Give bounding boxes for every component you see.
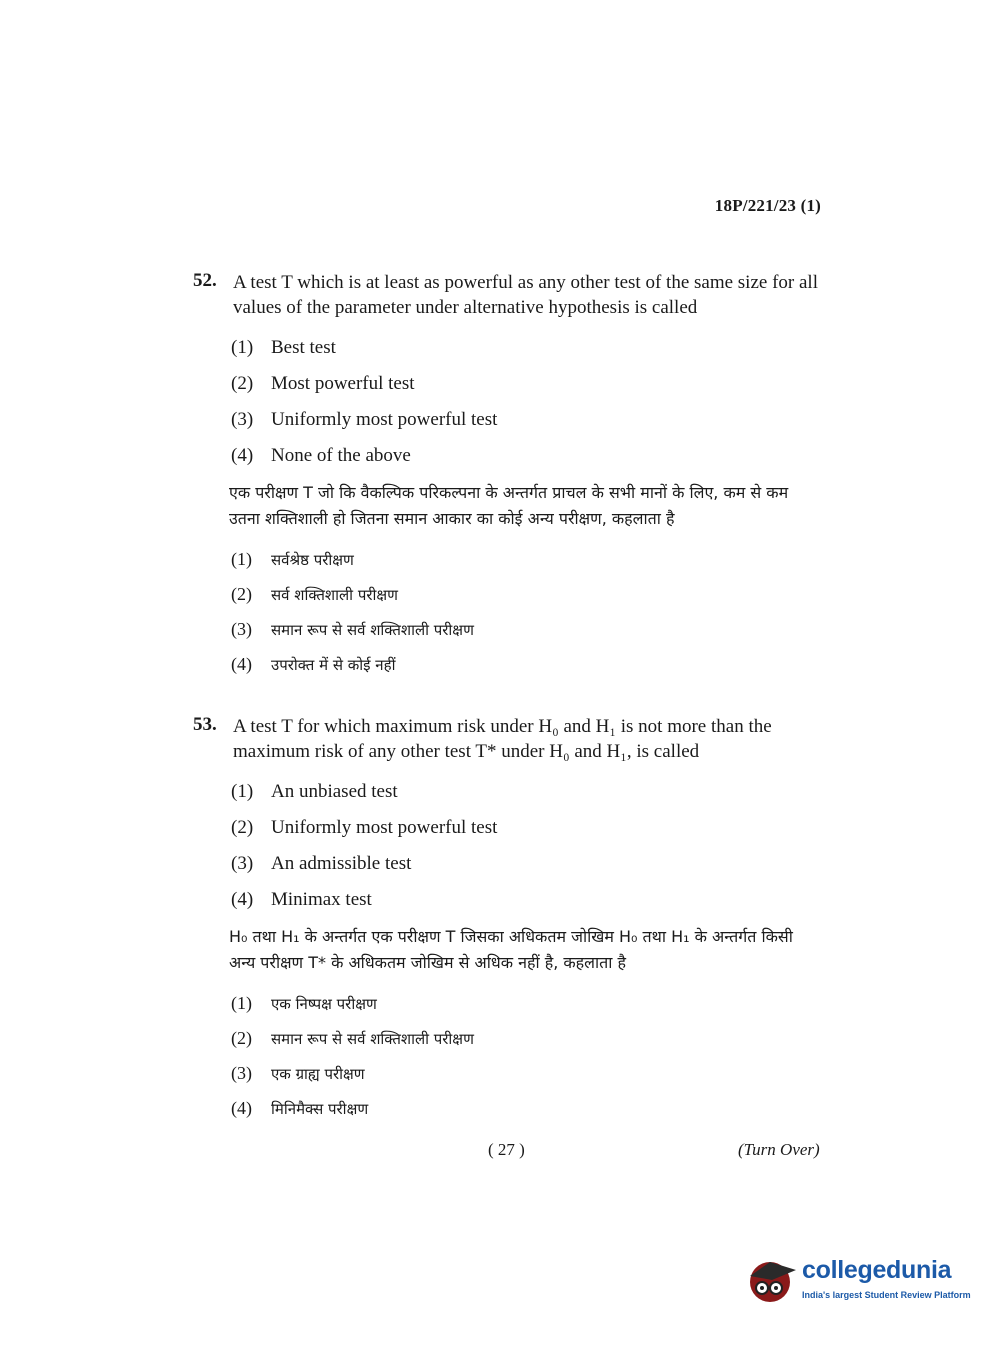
page-number: ( 27 )	[488, 1140, 525, 1159]
question-text-hi: एक परीक्षण T जो कि वैकल्पिक परिकल्पना के अन्तर्गत प्राचल के सभी मानों के लिए, कम से कम उतना शक्तिशाली हो जितना समान आकार का कोई अन्य परीक्षण, कहलाता है	[229, 483, 789, 528]
option: (1) An unbiased test	[231, 781, 398, 802]
option: (1) सर्वश्रेष्ठ परीक्षण	[231, 549, 354, 569]
option: (4) None of the above	[231, 445, 411, 466]
turn-over-label: (Turn Over)	[738, 1140, 820, 1159]
options-en	[231, 774, 823, 918]
option: (2) सर्व शक्तिशाली परीक्षण	[231, 584, 398, 604]
option: (3) समान रूप से सर्व शक्तिशाली परीक्षण	[231, 619, 474, 639]
option: (2) Uniformly most powerful test	[231, 817, 498, 838]
question-number: 53.	[193, 714, 217, 735]
paper-code: 18P/221/23 (1)	[714, 196, 821, 215]
question-text-hi: H₀ तथा H₁ के अन्तर्गत एक परीक्षण T जिसका अधिकतम जोखिम H₀ तथा H₁ के अन्तर्गत किसी अन्य परीक्षण T* के अधिकतम जोखिम से अधिक नहीं है, कहलाता है	[229, 927, 793, 972]
option: (4) Minimax test	[231, 889, 372, 910]
option: (3) Uniformly most powerful test	[231, 409, 498, 430]
collegedunia-logo	[742, 1250, 972, 1312]
option: (1) एक निष्पक्ष परीक्षण	[231, 993, 377, 1013]
question-text-en: A test T for which maximum risk under H₀ and H₁ is not more than the maximum risk of any other test T* under H₀ and H₁, is called	[233, 716, 772, 762]
option: (1) Best test	[231, 337, 336, 358]
options-hi	[231, 542, 823, 682]
brand-tagline: India's largest Student Review Platform	[802, 1290, 971, 1300]
option: (4) उपरोक्त में से कोई नहीं	[231, 654, 396, 674]
question-text-en: A test T which is at least as powerful as any other test of the same size for all values of the parameter under alternative hypothesis is called	[233, 272, 818, 318]
option: (3) एक ग्राह्य परीक्षण	[231, 1063, 365, 1083]
options-hi	[231, 986, 823, 1126]
option: (3) An admissible test	[231, 853, 412, 874]
question-53	[193, 714, 823, 1126]
option: (4) मिनिमैक्स परीक्षण	[231, 1098, 369, 1118]
question-number: 52.	[193, 270, 217, 291]
option: (2) Most powerful test	[231, 373, 415, 394]
mascot-graduate-icon	[742, 1250, 798, 1310]
brand-name: collegedunia	[802, 1256, 952, 1284]
option: (2) समान रूप से सर्व शक्तिशाली परीक्षण	[231, 1028, 474, 1048]
options-en	[231, 330, 823, 474]
question-52	[193, 270, 823, 682]
